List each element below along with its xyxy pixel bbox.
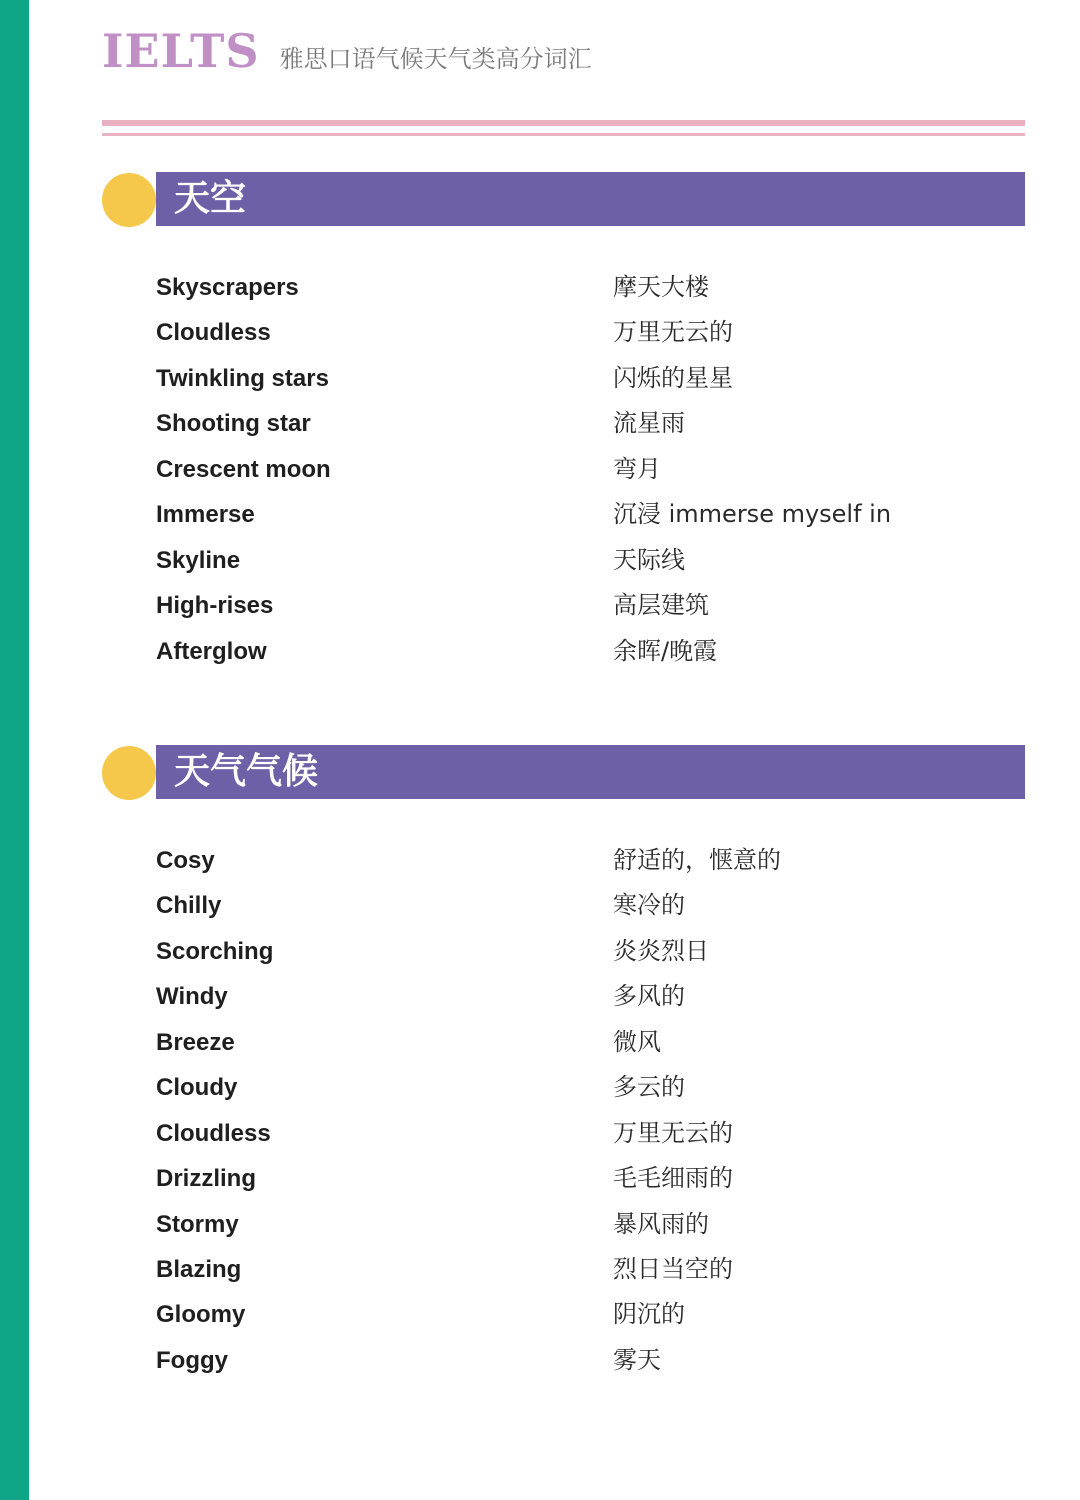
vocab-chinese: 万里无云的	[613, 1118, 733, 1147]
vocab-row	[156, 1065, 1025, 1110]
page-subtitle: 雅思口语气候天气类高分词汇	[279, 45, 592, 73]
vocab-chinese: 烈日当空的	[613, 1254, 733, 1283]
vocab-chinese: 万里无云的	[613, 318, 733, 347]
left-accent-bar	[0, 0, 29, 1500]
vocab-english: Foggy	[156, 1346, 228, 1374]
vocab-row	[156, 1247, 1025, 1292]
vocab-row	[156, 1156, 1025, 1201]
vocab-row	[156, 838, 1025, 883]
vocab-row	[156, 929, 1025, 974]
vocab-row	[156, 1111, 1025, 1156]
vocab-chinese: 多云的	[613, 1073, 685, 1102]
vocab-chinese: 舒适的，惬意的	[613, 846, 781, 874]
vocab-english: Breeze	[156, 1028, 235, 1056]
vocab-row	[156, 492, 1025, 537]
vocab-chinese: 弯月	[613, 454, 661, 483]
vocab-chinese: 炎炎烈日	[613, 936, 709, 965]
vocab-row	[156, 401, 1025, 446]
vocab-chinese: 毛毛细雨的	[613, 1164, 733, 1193]
section-dot-icon	[102, 746, 156, 800]
vocab-row	[156, 1292, 1025, 1337]
vocab-english: Cloudless	[156, 1119, 271, 1147]
vocab-english: Cosy	[156, 847, 215, 874]
brand-logo: IELTS	[102, 24, 260, 78]
section-header-sky	[102, 172, 1025, 228]
vocab-chinese: 高层建筑	[613, 591, 709, 620]
vocab-chinese: 微风	[613, 1027, 661, 1056]
vocab-row	[156, 447, 1025, 492]
vocab-chinese: 余晖/晚霞	[613, 636, 718, 665]
vocab-row	[156, 974, 1025, 1019]
section-header-weather	[102, 745, 1025, 801]
vocab-row	[156, 629, 1025, 674]
vocab-chinese: 摩天大楼	[613, 273, 709, 301]
vocab-english: Afterglow	[156, 637, 267, 665]
vocab-row	[156, 1020, 1025, 1065]
vocab-row	[156, 538, 1025, 583]
vocab-list-sky	[156, 265, 1025, 674]
vocab-english: Crescent moon	[156, 455, 331, 483]
page-header	[102, 24, 592, 80]
vocab-chinese: 闪烁的星星	[613, 363, 733, 392]
vocab-row	[156, 356, 1025, 401]
vocab-english: Cloudy	[156, 1074, 238, 1102]
vocab-row	[156, 1202, 1025, 1247]
vocab-chinese: 天际线	[613, 545, 685, 574]
vocab-english: High-rises	[156, 592, 274, 620]
vocab-english: Chilly	[156, 892, 222, 920]
vocab-chinese: 寒冷的	[613, 891, 685, 920]
vocab-english: Scorching	[156, 937, 274, 965]
vocab-english: Gloomy	[156, 1301, 246, 1329]
vocab-english: Stormy	[156, 1210, 239, 1238]
section-title: 天气气候	[174, 751, 319, 792]
vocab-chinese: 多风的	[613, 982, 685, 1011]
vocab-chinese: 暴风雨的	[613, 1209, 709, 1238]
vocab-english: Cloudless	[156, 319, 271, 347]
vocab-chinese: 雾天	[613, 1345, 661, 1374]
vocab-chinese: 沉浸 immerse myself in	[613, 500, 892, 529]
header-divider-thick	[102, 120, 1025, 126]
vocab-english: Blazing	[156, 1255, 242, 1283]
vocab-english: Skyline	[156, 546, 241, 574]
vocab-row	[156, 1338, 1025, 1383]
vocab-row	[156, 310, 1025, 355]
vocab-chinese: 流星雨	[613, 409, 685, 438]
vocab-english: Skyscrapers	[156, 274, 299, 301]
vocab-english: Shooting star	[156, 410, 311, 438]
vocab-english: Windy	[156, 983, 228, 1011]
vocab-list-weather	[156, 838, 1025, 1383]
section-title: 天空	[174, 178, 247, 219]
section-band	[156, 172, 1025, 226]
vocab-row	[156, 265, 1025, 310]
section-dot-icon	[102, 173, 156, 227]
header-divider-thin	[102, 133, 1025, 136]
vocab-english: Drizzling	[156, 1165, 256, 1193]
vocab-english: Immerse	[156, 501, 255, 529]
vocab-english: Twinkling stars	[156, 364, 329, 392]
vocab-row	[156, 883, 1025, 928]
vocab-row	[156, 583, 1025, 628]
vocab-chinese: 阴沉的	[613, 1300, 685, 1329]
